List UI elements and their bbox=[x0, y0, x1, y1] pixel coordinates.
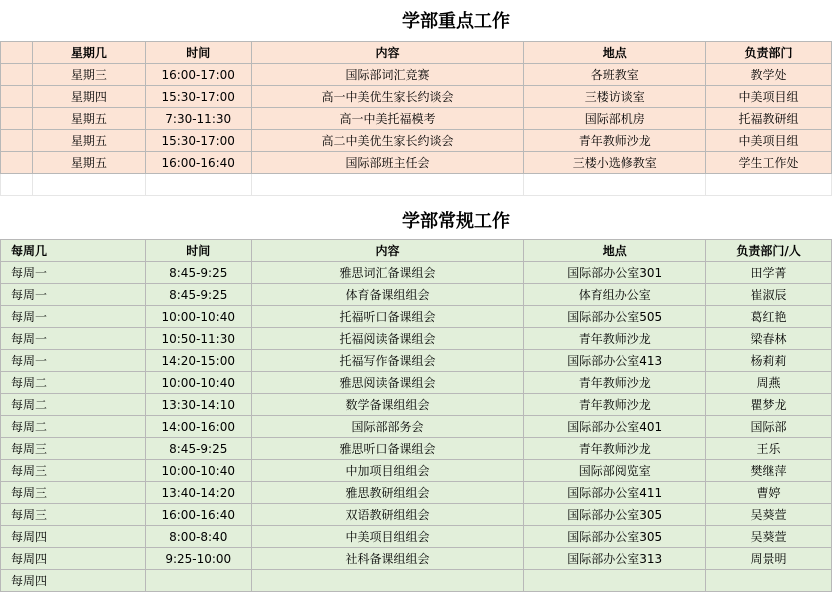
table-cell[interactable]: 8:45-9:25 bbox=[145, 438, 251, 460]
header-cell: 星期几 bbox=[32, 42, 145, 64]
table-cell[interactable]: 雅思词汇备课组会 bbox=[251, 262, 524, 284]
table-cell[interactable]: 10:00-10:40 bbox=[145, 306, 251, 328]
table-cell[interactable]: 王乐 bbox=[706, 438, 832, 460]
table-cell[interactable]: 高一中美优生家长约谈会 bbox=[251, 86, 524, 108]
key-work-table bbox=[0, 41, 832, 196]
table-cell[interactable]: 星期五 bbox=[32, 108, 145, 130]
table-cell[interactable]: 每周一 bbox=[1, 284, 146, 306]
key-work-title: 学部重点工作 bbox=[402, 11, 510, 32]
empty-cell[interactable] bbox=[524, 174, 706, 196]
table-cell[interactable]: 体育备课组组会 bbox=[251, 284, 524, 306]
table-cell[interactable]: 社科备课组组会 bbox=[251, 548, 524, 570]
table-cell[interactable]: 8:45-9:25 bbox=[145, 262, 251, 284]
table-cell[interactable]: 国际部办公室411 bbox=[524, 482, 706, 504]
table-cell[interactable]: 教学处 bbox=[706, 64, 832, 86]
table-cell[interactable]: 每周三 bbox=[1, 482, 146, 504]
table-cell[interactable]: 曹婷 bbox=[706, 482, 832, 504]
table-row bbox=[1, 284, 832, 306]
table-cell[interactable]: 国际部办公室313 bbox=[524, 548, 706, 570]
table-cell[interactable]: 星期五 bbox=[32, 130, 145, 152]
table-cell[interactable]: 13:30-14:10 bbox=[145, 394, 251, 416]
table-cell[interactable]: 8:45-9:25 bbox=[145, 284, 251, 306]
table-cell[interactable]: 每周三 bbox=[1, 504, 146, 526]
header-cell: 时间 bbox=[145, 42, 251, 64]
table-cell[interactable]: 每周一 bbox=[1, 328, 146, 350]
table-cell[interactable]: 国际部班主任会 bbox=[251, 152, 524, 174]
table-header-row bbox=[1, 42, 832, 64]
table-row bbox=[1, 482, 832, 504]
table-cell[interactable]: 雅思听口备课组会 bbox=[251, 438, 524, 460]
table-cell[interactable]: 每周四 bbox=[1, 548, 146, 570]
table-cell[interactable]: 瞿梦龙 bbox=[706, 394, 832, 416]
table-row bbox=[1, 504, 832, 526]
table-cell[interactable]: 中美项目组组会 bbox=[251, 526, 524, 548]
table-cell[interactable] bbox=[1, 108, 33, 130]
table-cell[interactable]: 三楼访谈室 bbox=[524, 86, 706, 108]
table-cell[interactable]: 10:00-10:40 bbox=[145, 372, 251, 394]
table-cell[interactable]: 16:00-16:40 bbox=[145, 152, 251, 174]
table-cell[interactable]: 国际部词汇竞赛 bbox=[251, 64, 524, 86]
table-cell[interactable]: 星期四 bbox=[32, 86, 145, 108]
table-cell[interactable]: 8:00-8:40 bbox=[145, 526, 251, 548]
table-cell[interactable]: 10:50-11:30 bbox=[145, 328, 251, 350]
table-row bbox=[1, 350, 832, 372]
table-row bbox=[1, 64, 832, 86]
table-cell[interactable]: 国际部办公室305 bbox=[524, 526, 706, 548]
table-cell[interactable]: 每周三 bbox=[1, 460, 146, 482]
table-row bbox=[1, 460, 832, 482]
table-cell[interactable]: 数学备课组组会 bbox=[251, 394, 524, 416]
table-cell[interactable]: 周景明 bbox=[706, 548, 832, 570]
table-cell[interactable]: 高二中美优生家长约谈会 bbox=[251, 130, 524, 152]
table-cell[interactable]: 16:00-16:40 bbox=[145, 504, 251, 526]
table-cell[interactable]: 15:30-17:00 bbox=[145, 130, 251, 152]
table-cell[interactable]: 9:25-10:00 bbox=[145, 548, 251, 570]
table-cell[interactable]: 每周二 bbox=[1, 372, 146, 394]
table-cell[interactable]: 梁春林 bbox=[706, 328, 832, 350]
table-row bbox=[1, 570, 832, 592]
header-cell: 内容 bbox=[251, 42, 524, 64]
table-cell[interactable]: 樊继萍 bbox=[706, 460, 832, 482]
table-cell[interactable]: 14:20-15:00 bbox=[145, 350, 251, 372]
table-cell[interactable]: 青年教师沙龙 bbox=[524, 328, 706, 350]
empty-cell[interactable] bbox=[145, 174, 251, 196]
table-cell[interactable] bbox=[706, 570, 832, 592]
table-cell[interactable]: 体育组办公室 bbox=[524, 284, 706, 306]
table-cell[interactable]: 国际部办公室305 bbox=[524, 504, 706, 526]
table-cell[interactable]: 中加项目组组会 bbox=[251, 460, 524, 482]
table-cell[interactable] bbox=[251, 570, 524, 592]
table-row bbox=[1, 86, 832, 108]
table-cell[interactable]: 星期三 bbox=[32, 64, 145, 86]
table-cell[interactable]: 国际部部务会 bbox=[251, 416, 524, 438]
header-cell: 地点 bbox=[524, 240, 706, 262]
table-cell[interactable]: 国际部办公室301 bbox=[524, 262, 706, 284]
empty-cell[interactable] bbox=[1, 174, 33, 196]
table-cell[interactable]: 吴葵萱 bbox=[706, 526, 832, 548]
table-cell[interactable]: 托福写作备课组会 bbox=[251, 350, 524, 372]
table-cell[interactable]: 每周二 bbox=[1, 394, 146, 416]
header-cell bbox=[1, 42, 33, 64]
header-cell: 负责部门/人 bbox=[706, 240, 832, 262]
table-cell[interactable]: 青年教师沙龙 bbox=[524, 394, 706, 416]
table-row bbox=[1, 394, 832, 416]
table-cell[interactable]: 双语教研组组会 bbox=[251, 504, 524, 526]
table-row bbox=[1, 262, 832, 284]
table-cell[interactable]: 青年教师沙龙 bbox=[524, 438, 706, 460]
table-row bbox=[1, 548, 832, 570]
table-cell[interactable]: 周燕 bbox=[706, 372, 832, 394]
routine-work-table bbox=[0, 239, 832, 592]
table-cell[interactable]: 每周一 bbox=[1, 262, 146, 284]
table-cell[interactable] bbox=[1, 152, 33, 174]
routine-work-title: 学部常规工作 bbox=[402, 211, 510, 232]
table-row bbox=[1, 306, 832, 328]
table-cell[interactable]: 星期五 bbox=[32, 152, 145, 174]
table-header-row bbox=[1, 240, 832, 262]
table-cell[interactable]: 青年教师沙龙 bbox=[524, 130, 706, 152]
table-row bbox=[1, 130, 832, 152]
table-cell[interactable]: 雅思阅读备课组会 bbox=[251, 372, 524, 394]
table-cell[interactable]: 国际部 bbox=[706, 416, 832, 438]
table-cell[interactable]: 13:40-14:20 bbox=[145, 482, 251, 504]
table-cell[interactable]: 托福教研组 bbox=[706, 108, 832, 130]
table-cell[interactable]: 雅思教研组组会 bbox=[251, 482, 524, 504]
table-cell[interactable]: 16:00-17:00 bbox=[145, 64, 251, 86]
empty-cell[interactable] bbox=[251, 174, 524, 196]
table-cell[interactable]: 托福听口备课组会 bbox=[251, 306, 524, 328]
table-cell[interactable]: 每周二 bbox=[1, 416, 146, 438]
table-cell[interactable] bbox=[1, 130, 33, 152]
table-row bbox=[1, 372, 832, 394]
table-cell[interactable]: 托福阅读备课组会 bbox=[251, 328, 524, 350]
table-cell[interactable]: 三楼小选修教室 bbox=[524, 152, 706, 174]
table-row bbox=[1, 438, 832, 460]
header-cell: 地点 bbox=[524, 42, 706, 64]
table-cell[interactable]: 每周四 bbox=[1, 526, 146, 548]
table-cell[interactable]: 国际部阅览室 bbox=[524, 460, 706, 482]
table-cell[interactable]: 14:00-16:00 bbox=[145, 416, 251, 438]
table-cell[interactable]: 中美项目组 bbox=[706, 130, 832, 152]
table-cell[interactable]: 中美项目组 bbox=[706, 86, 832, 108]
table-cell[interactable] bbox=[524, 570, 706, 592]
table-cell[interactable]: 国际部办公室401 bbox=[524, 416, 706, 438]
table-cell[interactable]: 国际部办公室413 bbox=[524, 350, 706, 372]
table-row bbox=[1, 108, 832, 130]
table-cell[interactable]: 吴葵萱 bbox=[706, 504, 832, 526]
table-cell[interactable] bbox=[1, 86, 33, 108]
table-cell[interactable]: 青年教师沙龙 bbox=[524, 372, 706, 394]
table-cell[interactable]: 每周一 bbox=[1, 306, 146, 328]
table-cell[interactable]: 国际部办公室505 bbox=[524, 306, 706, 328]
table-row bbox=[1, 328, 832, 350]
table-cell[interactable]: 杨莉莉 bbox=[706, 350, 832, 372]
header-cell: 时间 bbox=[145, 240, 251, 262]
header-cell: 内容 bbox=[251, 240, 524, 262]
table-cell[interactable]: 每周三 bbox=[1, 438, 146, 460]
table-cell[interactable]: 每周四 bbox=[1, 570, 146, 592]
table-cell[interactable] bbox=[1, 64, 33, 86]
table-row bbox=[1, 526, 832, 548]
table-cell[interactable]: 10:00-10:40 bbox=[145, 460, 251, 482]
table-cell[interactable] bbox=[145, 570, 251, 592]
table-cell[interactable]: 葛红艳 bbox=[706, 306, 832, 328]
table-cell[interactable]: 学生工作处 bbox=[706, 152, 832, 174]
table-cell[interactable]: 15:30-17:00 bbox=[145, 86, 251, 108]
empty-cell[interactable] bbox=[32, 174, 145, 196]
table-cell[interactable]: 7:30-11:30 bbox=[145, 108, 251, 130]
table-cell[interactable]: 高一中美托福模考 bbox=[251, 108, 524, 130]
table-cell[interactable]: 国际部机房 bbox=[524, 108, 706, 130]
table-cell[interactable]: 田学菁 bbox=[706, 262, 832, 284]
table-cell[interactable]: 每周一 bbox=[1, 350, 146, 372]
table-cell[interactable]: 崔淑辰 bbox=[706, 284, 832, 306]
table-row bbox=[1, 152, 832, 174]
header-cell: 每周几 bbox=[1, 240, 146, 262]
table-cell[interactable]: 各班教室 bbox=[524, 64, 706, 86]
table-row bbox=[1, 416, 832, 438]
blank-row bbox=[1, 174, 832, 196]
empty-cell[interactable] bbox=[706, 174, 832, 196]
header-cell: 负责部门 bbox=[706, 42, 832, 64]
